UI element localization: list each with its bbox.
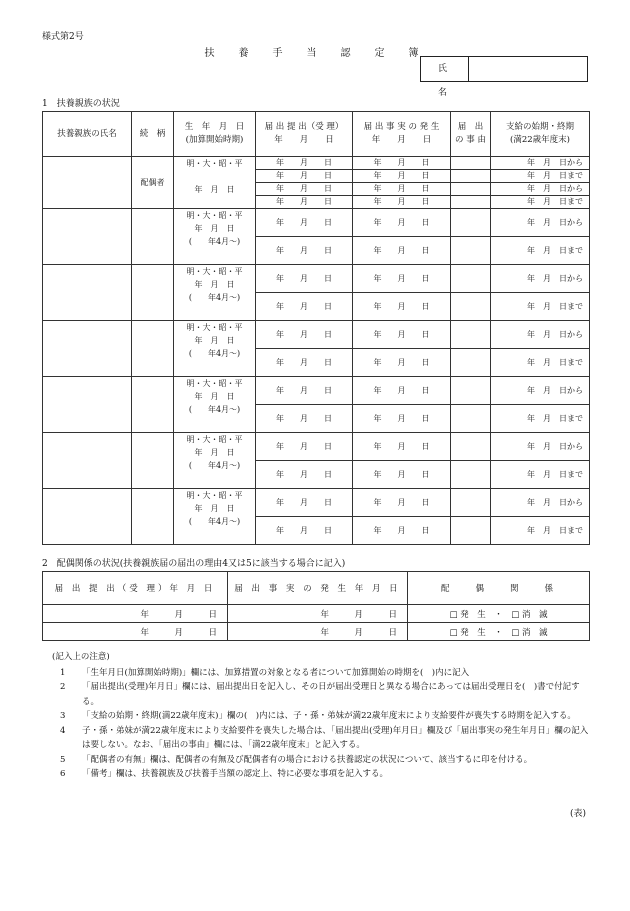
spouse-status-table — [42, 571, 590, 641]
period-start-cell[interactable]: 年 月 日から — [491, 157, 590, 170]
note-item — [52, 709, 592, 724]
fact-date-cell[interactable]: 年 月 日 — [353, 461, 451, 489]
fact-date-cell[interactable]: 年 月 日 — [353, 157, 451, 170]
table-row — [43, 321, 590, 349]
period-end-cell[interactable]: 年 月 日まで — [491, 196, 590, 209]
relation-cell: 配偶者 — [132, 157, 174, 209]
fact-date-cell[interactable]: 年 月 日 — [228, 623, 408, 641]
reason-cell[interactable] — [451, 321, 491, 349]
reason-cell[interactable] — [451, 349, 491, 377]
name-box — [420, 56, 588, 98]
submit-date-cell[interactable]: 年 月 日 — [43, 623, 228, 641]
submit-date-cell[interactable]: 年 月 日 — [256, 170, 353, 183]
note-text: 子・孫・弟妹が満22歳年度末により支給要件を喪失した場合は、「届出提出(受理)年月日」欄及び「届出事実の発生年月日」欄の記入は要しない。なお、「届出の事由」欄には、「満22歳年度末」と記入する。 — [82, 725, 589, 750]
submit-date-cell[interactable]: 年 月 日 — [256, 237, 353, 265]
reason-cell[interactable] — [451, 293, 491, 321]
reason-cell[interactable] — [451, 237, 491, 265]
birthdate-cell[interactable]: 明・大・昭・平 年 月 日 ( 年4月～) — [174, 433, 256, 489]
relation-cell[interactable] — [132, 489, 174, 545]
period-start-cell[interactable]: 年 月 日から — [491, 209, 590, 237]
note-text: 「届出提出(受理)年月日」欄には、届出提出日を記入し、その日が届出受理日と異なる場合にあっては届出受理日を( )書で付記する。 — [82, 682, 580, 707]
fact-date-cell[interactable]: 年 月 日 — [353, 489, 451, 517]
submit-date-cell[interactable]: 年 月 日 — [256, 489, 353, 517]
name-label: 氏 名 — [421, 57, 469, 81]
period-end-cell[interactable]: 年 月 日まで — [491, 293, 590, 321]
table-row — [43, 489, 590, 517]
period-start-cell[interactable]: 年 月 日から — [491, 265, 590, 293]
relation-cell[interactable] — [132, 377, 174, 433]
submit-date-cell[interactable]: 年 月 日 — [256, 183, 353, 196]
header-name: 扶養親族の氏名 — [43, 112, 132, 157]
note-number: 2 — [60, 682, 66, 692]
period-end-cell[interactable]: 年 月 日まで — [491, 461, 590, 489]
submit-date-cell[interactable]: 年 月 日 — [256, 196, 353, 209]
table-row — [43, 157, 590, 170]
fact-date-cell[interactable]: 年 月 日 — [353, 293, 451, 321]
header-fact-date: 届 出 事 実 の 発 生 年 月 日 — [228, 572, 408, 605]
reason-cell[interactable] — [451, 157, 491, 170]
header-birthdate: 生 年 月 日 (加算開始時期) — [174, 112, 256, 157]
period-start-cell[interactable]: 年 月 日から — [491, 321, 590, 349]
spouse-status-checkboxes[interactable]: □ 発 生 ・ □ 消 滅 — [408, 623, 590, 641]
fact-date-cell[interactable]: 年 月 日 — [353, 237, 451, 265]
note-item — [52, 680, 592, 709]
fact-date-cell[interactable]: 年 月 日 — [228, 605, 408, 623]
reason-cell[interactable] — [451, 209, 491, 237]
fact-date-cell[interactable]: 年 月 日 — [353, 196, 451, 209]
reason-cell[interactable] — [451, 265, 491, 293]
fact-date-cell[interactable]: 年 月 日 — [353, 377, 451, 405]
document-title: 扶 養 手 当 認 定 簿 — [204, 48, 426, 59]
table-header-row — [43, 112, 590, 157]
dependent-name-cell[interactable] — [43, 265, 132, 321]
page-side-marker: (表) — [569, 809, 586, 819]
dependent-name-cell[interactable] — [43, 321, 132, 377]
note-text: 「支給の始期・終期(満22歳年度末)」欄の( )内には、子・孫・弟妹が満22歳年度末により支給要件が喪失する時期を記入する。 — [82, 711, 576, 721]
reason-cell[interactable] — [451, 405, 491, 433]
fact-date-cell[interactable]: 年 月 日 — [353, 209, 451, 237]
reason-cell[interactable] — [451, 377, 491, 405]
table-row — [43, 265, 590, 293]
dependent-name-cell[interactable] — [43, 157, 132, 209]
reason-cell[interactable] — [451, 183, 491, 196]
dependent-name-cell[interactable] — [43, 377, 132, 433]
header-relation: 続 柄 — [132, 112, 174, 157]
period-start-cell[interactable]: 年 月 日から — [491, 433, 590, 461]
table-row — [43, 209, 590, 237]
birthdate-cell[interactable]: 明・大・昭・平 年 月 日 ( 年4月～) — [174, 489, 256, 545]
note-item — [52, 666, 592, 681]
note-number: 1 — [60, 667, 66, 678]
note-text: 「生年月日(加算開始時期)」欄には、加算措置の対象となる者について加算開始の時期を( )内に記入 — [82, 667, 470, 678]
submit-date-cell[interactable]: 年 月 日 — [256, 321, 353, 349]
birthdate-cell[interactable]: 明・大・昭・平 年 月 日 ( 年4月～) — [174, 265, 256, 321]
relation-cell[interactable] — [132, 265, 174, 321]
birthdate-cell[interactable]: 明・大・昭・平 年 月 日 ( 年4月～) — [174, 209, 256, 265]
dependents-table — [42, 111, 590, 545]
name-field[interactable] — [469, 57, 587, 81]
section2-title: 2 配偶関係の状況(扶養親族届の届出の理由4又は5に該当する場合に記入) — [42, 559, 346, 569]
period-end-cell[interactable]: 年 月 日まで — [491, 349, 590, 377]
fact-date-cell[interactable]: 年 月 日 — [353, 405, 451, 433]
header-fact-date: 届 出 事 実 の 発 生 年 月 日 — [353, 112, 451, 157]
fact-date-cell[interactable]: 年 月 日 — [353, 321, 451, 349]
fact-date-cell[interactable]: 年 月 日 — [353, 517, 451, 545]
dependent-name-cell[interactable] — [43, 489, 132, 545]
form-number: 様式第2号 — [42, 32, 84, 42]
submit-date-cell[interactable]: 年 月 日 — [256, 517, 353, 545]
fact-date-cell[interactable]: 年 月 日 — [353, 183, 451, 196]
note-item — [52, 724, 592, 753]
notes-section — [52, 650, 592, 782]
submit-date-cell[interactable]: 年 月 日 — [256, 405, 353, 433]
period-end-cell[interactable]: 年 月 日まで — [491, 237, 590, 265]
reason-cell[interactable] — [451, 433, 491, 461]
dependent-name-cell[interactable] — [43, 433, 132, 489]
submit-date-cell[interactable]: 年 月 日 — [256, 433, 353, 461]
note-text: 「配偶者の有無」欄は、配偶者の有無及び配偶者有の場合における扶養認定の状況について、該当するに印を付ける。 — [82, 754, 533, 765]
table-row — [43, 377, 590, 405]
submit-date-cell[interactable]: 年 月 日 — [256, 209, 353, 237]
notes-heading: (記入上の注意) — [52, 652, 110, 662]
reason-cell[interactable] — [451, 517, 491, 545]
spouse-status-checkboxes[interactable]: □ 発 生 ・ □ 消 滅 — [408, 605, 590, 623]
header-submit-date: 届 出 提 出（受 理）年 月 日 — [43, 572, 228, 605]
submit-date-cell[interactable]: 年 月 日 — [43, 605, 228, 623]
period-start-cell[interactable]: 年 月 日から — [491, 377, 590, 405]
fact-date-cell[interactable]: 年 月 日 — [353, 349, 451, 377]
birthdate-cell[interactable]: 明・大・昭・平 年 月 日 — [174, 157, 256, 209]
note-item — [52, 767, 592, 782]
submit-date-cell[interactable]: 年 月 日 — [256, 461, 353, 489]
dependent-name-cell[interactable] — [43, 209, 132, 265]
period-end-cell[interactable]: 年 月 日まで — [491, 405, 590, 433]
submit-date-cell[interactable]: 年 月 日 — [256, 293, 353, 321]
note-number: 3 — [60, 711, 66, 721]
section1-title: 1 扶養親族の状況 — [42, 99, 120, 109]
note-number: 5 — [60, 754, 66, 765]
reason-cell[interactable] — [451, 196, 491, 209]
header-reason: 届 出 の 事 由 — [451, 112, 491, 157]
fact-date-cell[interactable]: 年 月 日 — [353, 265, 451, 293]
period-end-cell[interactable]: 年 月 日まで — [491, 170, 590, 183]
note-text: 「備考」欄は、扶養親族及び扶養手当額の認定上、特に必要な事項を記入する。 — [82, 769, 389, 779]
reason-cell[interactable] — [451, 461, 491, 489]
table-row — [43, 605, 590, 623]
submit-date-cell[interactable]: 年 月 日 — [256, 377, 353, 405]
relation-cell[interactable] — [132, 321, 174, 377]
birthdate-cell[interactable]: 明・大・昭・平 年 月 日 ( 年4月～) — [174, 321, 256, 377]
submit-date-cell[interactable]: 年 月 日 — [256, 265, 353, 293]
header-submit-date: 届 出 提 出（受 理） 年 月 日 — [256, 112, 353, 157]
reason-cell[interactable] — [451, 170, 491, 183]
period-start-cell[interactable]: 年 月 日から — [491, 183, 590, 196]
submit-date-cell[interactable]: 年 月 日 — [256, 157, 353, 170]
period-start-cell[interactable]: 年 月 日から — [491, 489, 590, 517]
table-header-row — [43, 572, 590, 605]
submit-date-cell[interactable]: 年 月 日 — [256, 349, 353, 377]
period-end-cell[interactable]: 年 月 日まで — [491, 517, 590, 545]
header-period: 支給の始期・終期 (満22歳年度末) — [491, 112, 590, 157]
relation-cell[interactable] — [132, 209, 174, 265]
note-item — [52, 753, 592, 768]
relation-cell[interactable] — [132, 433, 174, 489]
note-number: 6 — [60, 769, 66, 779]
note-number: 4 — [60, 725, 66, 736]
reason-cell[interactable] — [451, 489, 491, 517]
birthdate-cell[interactable]: 明・大・昭・平 年 月 日 ( 年4月～) — [174, 377, 256, 433]
table-row — [43, 433, 590, 461]
header-spouse-relation: 配 偶 関 係 — [408, 572, 590, 605]
fact-date-cell[interactable]: 年 月 日 — [353, 433, 451, 461]
table-row — [43, 623, 590, 641]
fact-date-cell[interactable]: 年 月 日 — [353, 170, 451, 183]
